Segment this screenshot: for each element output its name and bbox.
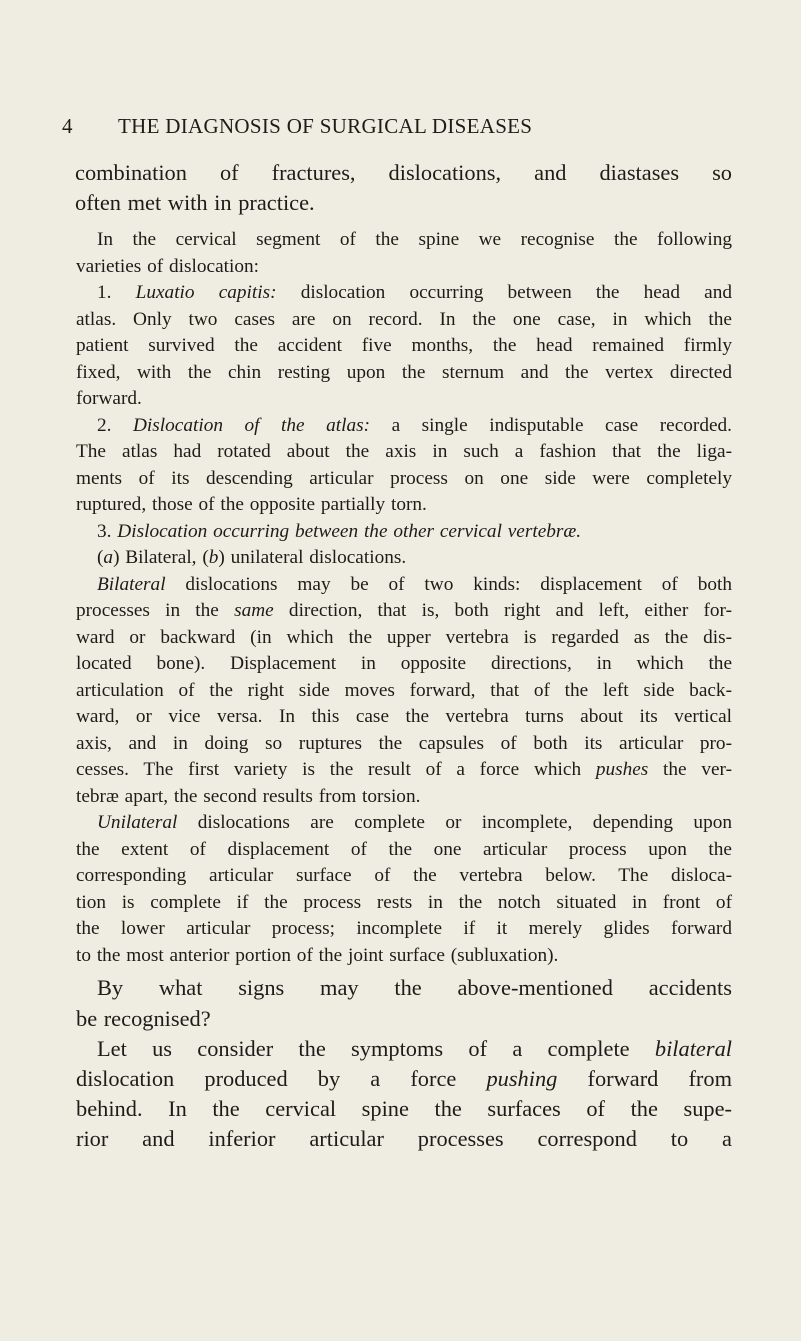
- item-term: Dislocation of the atlas:: [133, 414, 371, 436]
- text-span: cesses. The first variety is the result of a force which: [76, 759, 596, 781]
- text-span: dislocation occurring between the head and: [276, 282, 732, 304]
- text-line: corresponding articular surface of the vertebra below. The disloca-: [76, 865, 732, 887]
- emphasis-bilateral: bilateral: [654, 1035, 732, 1061]
- text-line: the lower articular process; incomplete if it merely glides forward: [76, 918, 732, 940]
- sub-label-b: b: [208, 547, 219, 569]
- list-item-luxatio-capitis: [76, 280, 732, 307]
- sub-item-line: [76, 545, 732, 572]
- item-number: 3.: [97, 520, 112, 542]
- text-span: dislocations are complete or incomplete, depending upon: [177, 812, 732, 834]
- item-number: 1.: [97, 282, 112, 304]
- text-span: a single indisputable case recorded.: [370, 414, 732, 436]
- text-line: to the most anterior portion of the joint surface (subluxation).: [76, 944, 559, 966]
- text-span: dislocation produced by a force: [76, 1066, 487, 1092]
- text-line: axis, and in doing so ruptures the capsules of both its articular pro-: [76, 732, 732, 754]
- text-span: Let us consider the symptoms of a complete: [97, 1035, 655, 1061]
- text-span: ) Bilateral, (: [113, 547, 209, 569]
- text-line: often met with in practice.: [75, 190, 315, 216]
- emphasis-same: same: [234, 600, 274, 622]
- list-item-other-vertebrae: [76, 519, 732, 546]
- page-number: 4: [62, 114, 73, 138]
- text-line: varieties of dislocation:: [76, 255, 259, 277]
- page-body: [76, 158, 732, 1155]
- text-line: combination of fractures, dislocations, and diastases so: [75, 160, 732, 185]
- text-line: located bone). Displacement in opposite directions, in which the: [76, 653, 732, 675]
- text-span: forward from: [557, 1066, 732, 1092]
- text-line: the extent of displacement of the one articular process upon the: [76, 838, 732, 860]
- text-line: In the cervical segment of the spine we recognise the following: [97, 229, 732, 251]
- text-line: ward or backward (in which the upper vertebra is regarded as the dis-: [76, 626, 732, 648]
- text-line: [76, 1064, 732, 1094]
- bilateral-paragraph-start: [76, 572, 732, 599]
- text-line: behind. In the cervical spine the surfaces of the supe-: [76, 1096, 732, 1122]
- text-line: atlas. Only two cases are on record. In the one case, in which the: [76, 308, 732, 330]
- text-line: ruptured, those of the opposite partially torn.: [76, 494, 427, 516]
- text-span: direction, that is, both right and left, either for-: [273, 600, 733, 622]
- text-line: [76, 1034, 732, 1064]
- text-span: ) unilateral dislocations.: [218, 547, 407, 569]
- question-heading: By what signs may the above-mentioned accidents: [97, 975, 732, 1001]
- text-span: dislocations may be of two kinds: displacement of both: [165, 573, 732, 595]
- emphasis-pushes: pushes: [595, 759, 649, 781]
- text-line: fixed, with the chin resting upon the sternum and the vertex directed: [76, 361, 732, 383]
- list-item-dislocation-atlas: [76, 413, 732, 440]
- text-line: rior and inferior articular processes correspond to a: [76, 1126, 732, 1152]
- text-span: processes in the: [76, 600, 235, 622]
- text-line: forward.: [76, 388, 142, 410]
- text-line: [76, 598, 732, 625]
- term-unilateral: Unilateral: [97, 812, 178, 834]
- sub-label-a: a: [103, 547, 114, 569]
- text-line: tion is complete if the process rests in the notch situated in front of: [76, 891, 732, 913]
- text-span: the ver-: [648, 759, 732, 781]
- text-line: The atlas had rotated about the axis in such a fashion that the liga-: [76, 441, 732, 463]
- question-heading-cont: be recognised?: [76, 1005, 211, 1031]
- running-head-title: THE DIAGNOSIS OF SURGICAL DISEASES: [118, 114, 533, 138]
- text-line: [76, 757, 732, 784]
- paren: (: [97, 547, 104, 569]
- text-line: ments of its descending articular process on one side were completely: [76, 467, 732, 489]
- text-line: tebræ apart, the second results from torsion.: [76, 785, 421, 807]
- item-term: Luxatio capitis:: [135, 282, 277, 304]
- text-line: ward, or vice versa. In this case the vertebra turns about its vertical: [76, 706, 732, 728]
- unilateral-paragraph-start: [76, 810, 732, 837]
- item-term: Dislocation occurring between the other cervical vertebræ.: [117, 520, 582, 542]
- term-bilateral: Bilateral: [97, 573, 166, 595]
- text-line: articulation of the right side moves forward, that of the left side back-: [76, 679, 732, 701]
- text-line: patient survived the accident five months, the head remained firmly: [76, 335, 732, 357]
- item-number: 2.: [97, 414, 112, 436]
- emphasis-pushing: pushing: [486, 1066, 558, 1092]
- running-header: [62, 114, 732, 140]
